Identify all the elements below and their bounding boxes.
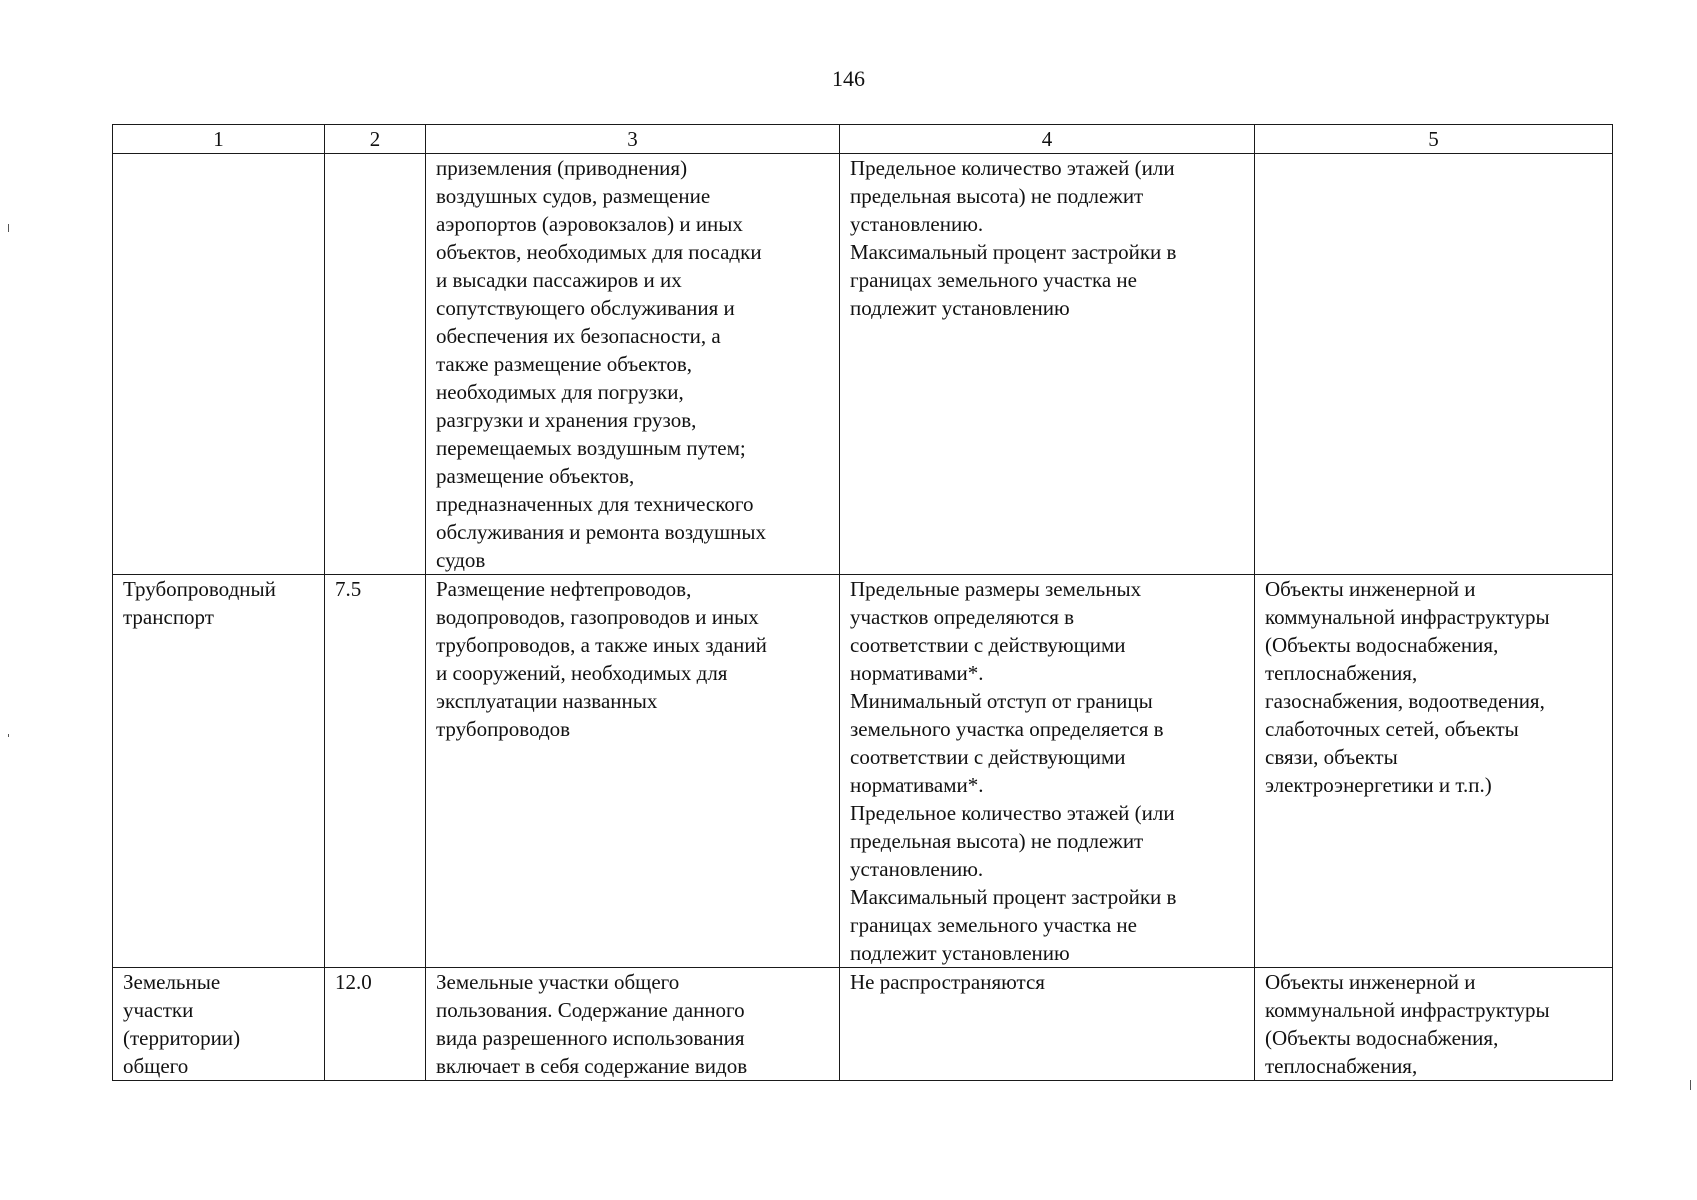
description-cell [426, 154, 840, 575]
cell-text-line: объектов, необходимых для посадки [436, 240, 762, 264]
table-row [113, 968, 1613, 1081]
cell-text-line: газоснабжения, водоотведения, [1265, 689, 1545, 713]
cell-text-line: Не распространяются [850, 970, 1045, 994]
cell-text-line: эксплуатации названных [436, 689, 658, 713]
header-row [113, 125, 1613, 154]
parameters-cell [840, 154, 1255, 575]
regulations-table [112, 124, 1613, 1081]
cell-text-line: Размещение нефтепроводов, [436, 577, 692, 601]
cell-text-line: земельного участка определяется в [850, 717, 1164, 741]
column-header-5: 5 [1255, 125, 1613, 154]
page-number: 146 [832, 66, 865, 91]
cell-text-line: также размещение объектов, [436, 352, 693, 376]
cell-text-line: теплоснабжения, [1265, 661, 1418, 685]
cell-text-line: коммунальной инфраструктуры [1265, 998, 1550, 1022]
cell-text-line: пользования. Содержание данного [436, 998, 745, 1022]
cell-text-line: установлению. [850, 212, 984, 236]
code-cell [325, 575, 426, 968]
parameters-cell [840, 575, 1255, 968]
zone-name-cell [113, 968, 325, 1081]
cell-text-line: Трубопроводный [123, 577, 276, 601]
cell-text-line: установлению. [850, 857, 984, 881]
column-header-1: 1 [113, 125, 325, 154]
description-cell [426, 575, 840, 968]
cell-text-line: и высадки пассажиров и их [436, 268, 682, 292]
cell-text-line: Объекты инженерной и [1265, 577, 1476, 601]
cell-text-line: Предельное количество этажей (или [850, 156, 1175, 180]
cell-text-line: границах земельного участка не [850, 268, 1137, 292]
cell-text-line: нормативами*. [850, 773, 984, 797]
code-cell [325, 154, 426, 575]
cell-text-line: транспорт [123, 605, 214, 629]
zone-name-cell [113, 154, 325, 575]
scan-mark [1690, 1080, 1691, 1090]
column-header-3: 3 [426, 125, 840, 154]
cell-text-line: Земельные [123, 970, 221, 994]
table-row [113, 575, 1613, 968]
cell-text-line: обслуживания и ремонта воздушных [436, 520, 767, 544]
cell-text-line: Максимальный процент застройки в [850, 240, 1177, 264]
cell-text-line: (Объекты водоснабжения, [1265, 1026, 1499, 1050]
cell-text-line: (территории) [123, 1026, 241, 1050]
cell-text-line: участки [123, 998, 194, 1022]
cell-text-line: теплоснабжения, [1265, 1054, 1418, 1078]
column-header-2: 2 [325, 125, 426, 154]
cell-text-line: размещение объектов, [436, 464, 635, 488]
infrastructure-cell [1255, 968, 1613, 1081]
cell-text-line: разгрузки и хранения грузов, [436, 408, 697, 432]
cell-text-line: Объекты инженерной и [1265, 970, 1476, 994]
cell-text-line: предельная высота) не подлежит [850, 829, 1144, 853]
code-cell [325, 968, 426, 1081]
cell-text-line: Предельные размеры земельных [850, 577, 1142, 601]
cell-text-line: соответствии с действующими [850, 745, 1126, 769]
cell-text-line: воздушных судов, размещение [436, 184, 711, 208]
cell-text-line: перемещаемых воздушным путем; [436, 436, 746, 460]
scan-mark [8, 224, 9, 232]
cell-text-line: Максимальный процент застройки в [850, 885, 1177, 909]
cell-text-line: электроэнергетики и т.п.) [1265, 773, 1492, 797]
cell-text-line: предназначенных для технического [436, 492, 754, 516]
cell-text-line: (Объекты водоснабжения, [1265, 633, 1499, 657]
infrastructure-cell [1255, 575, 1613, 968]
cell-text-line: трубопроводов [436, 717, 571, 741]
cell-text-line: и сооружений, необходимых для [436, 661, 728, 685]
cell-text-line: границах земельного участка не [850, 913, 1137, 937]
scan-mark [8, 734, 9, 737]
cell-text-line: подлежит установлению [850, 941, 1070, 965]
zone-name-cell [113, 575, 325, 968]
cell-text-line: аэропортов (аэровокзалов) и иных [436, 212, 743, 236]
cell-text-line: трубопроводов, а также иных зданий [436, 633, 767, 657]
cell-text-line: Минимальный отступ от границы [850, 689, 1153, 713]
cell-text-line: коммунальной инфраструктуры [1265, 605, 1550, 629]
cell-text-line: 12.0 [335, 970, 372, 994]
cell-text-line: соответствии с действующими [850, 633, 1126, 657]
cell-text-line: предельная высота) не подлежит [850, 184, 1144, 208]
cell-text-line: Земельные участки общего [436, 970, 680, 994]
cell-text-line: связи, объекты [1265, 745, 1398, 769]
table-body [113, 154, 1613, 1081]
cell-text-line: подлежит установлению [850, 296, 1070, 320]
infrastructure-cell [1255, 154, 1613, 575]
cell-text-line: нормативами*. [850, 661, 984, 685]
parameters-cell [840, 968, 1255, 1081]
cell-text-line: приземления (приводнения) [436, 156, 688, 180]
cell-text-line: обеспечения их безопасности, а [436, 324, 721, 348]
cell-text-line: сопутствующего обслуживания и [436, 296, 735, 320]
cell-text-line: участков определяются в [850, 605, 1075, 629]
table-row [113, 154, 1613, 575]
cell-text-line: включает в себя содержание видов [436, 1054, 748, 1078]
cell-text-line: водопроводов, газопроводов и иных [436, 605, 759, 629]
cell-text-line: слаботочных сетей, объекты [1265, 717, 1519, 741]
cell-text-line: необходимых для погрузки, [436, 380, 684, 404]
description-cell [426, 968, 840, 1081]
cell-text-line: судов [436, 548, 486, 572]
cell-text-line: общего [123, 1054, 189, 1078]
cell-text-line: 7.5 [335, 577, 362, 601]
cell-text-line: Предельное количество этажей (или [850, 801, 1175, 825]
cell-text-line: вида разрешенного использования [436, 1026, 745, 1050]
column-header-4: 4 [840, 125, 1255, 154]
